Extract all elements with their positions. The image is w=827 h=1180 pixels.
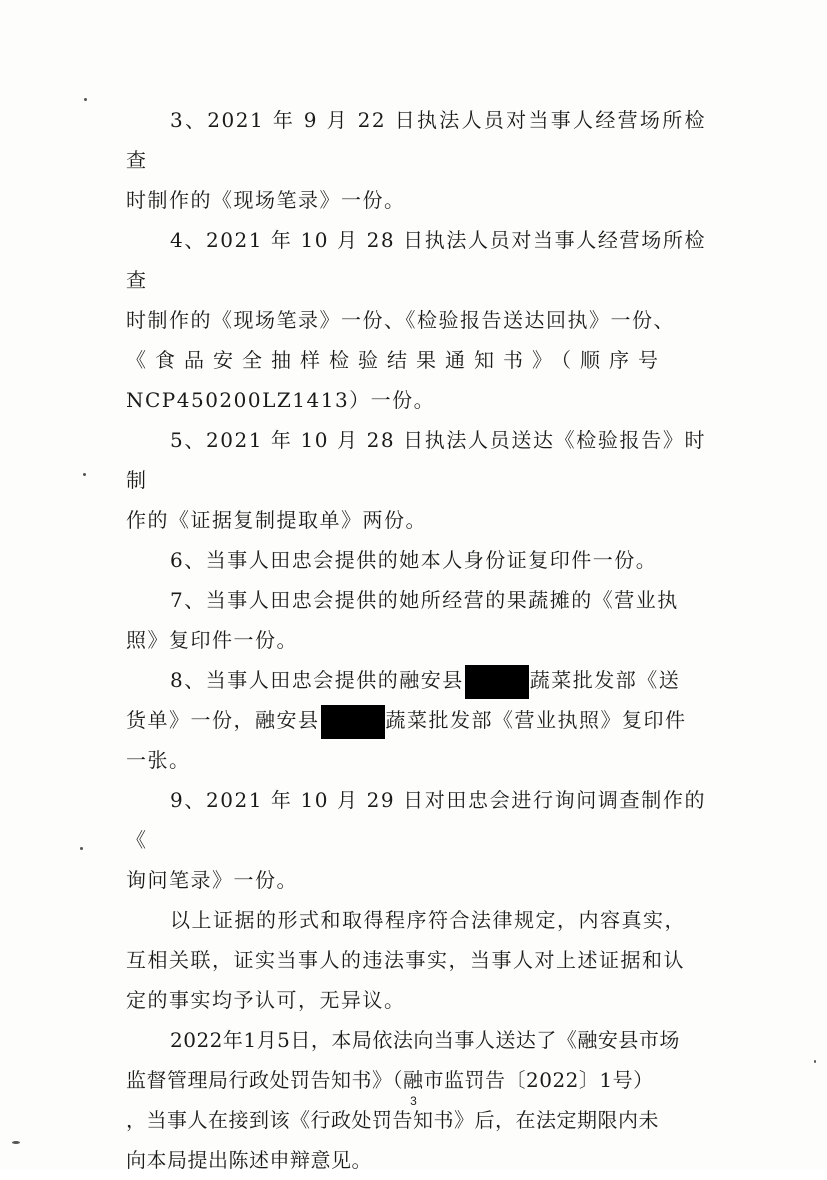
text-line: 时制作的《现场笔录》一份、《检验报告送达回执》一份、 [126, 308, 675, 332]
text-line: 6、当事人田忠会提供的她本人身份证复印件一份。 [170, 548, 658, 572]
text-line: 4、2021 年 10 月 28 日执法人员对当事人经营场所检查 [126, 228, 706, 292]
evidence-item-9 [126, 780, 706, 900]
evidence-item-5 [126, 420, 706, 540]
text-line: 向本局提出陈述申辩意见。 [126, 1148, 372, 1172]
evidence-list [126, 100, 706, 1180]
evidence-item-8 [126, 660, 706, 780]
scan-dot [84, 98, 87, 101]
text-line: 以上证据的形式和取得程序符合法律规定，内容真实， [170, 908, 686, 932]
text-line [126, 700, 706, 740]
text-line: 作的《证据复制提取单》两份。 [126, 508, 427, 532]
evidence-item-7 [126, 580, 706, 660]
text-line: NCP450200LZ1413）一份。 [126, 388, 436, 412]
text-segment: 8、当事人田忠会提供的融安县 [170, 668, 464, 692]
text-line: ，当事人在接到该《行政处罚告知书》后，在法定期限内未 [126, 1108, 659, 1132]
text-line: 时制作的《现场笔录》一份。 [126, 188, 406, 212]
page-number: 3 [410, 1094, 417, 1108]
text-line: 询问笔录》一份。 [126, 868, 298, 892]
text-segment: 货单》一份，融安县 [126, 708, 320, 732]
text-segment: 蔬菜批发部《送 [529, 668, 681, 692]
evidence-item-3 [126, 100, 706, 220]
text-line: 照》复印件一份。 [126, 628, 298, 652]
text-line: 一张。 [126, 748, 191, 772]
redaction-box [465, 665, 529, 699]
evidence-item-6 [126, 540, 706, 580]
text-segment: 蔬菜批发部《营业执照》复印件 [385, 708, 687, 732]
scan-dot [814, 1060, 816, 1063]
scan-dot [80, 847, 83, 850]
text-line: 5、2021 年 10 月 28 日执法人员送达《检验报告》时制 [126, 428, 706, 492]
evidence-conclusion [126, 900, 706, 1020]
text-line: 定的事实均予认可，无异议。 [126, 988, 406, 1012]
text-line: 监督管理局行政处罚告知书》（融市监罚告〔2022〕1号） [126, 1068, 654, 1092]
text-line [126, 660, 706, 700]
text-line: 9、2021 年 10 月 29 日对田忠会进行询问调查制作的《 [126, 788, 706, 852]
scan-dot [83, 473, 86, 476]
text-line: 7、当事人田忠会提供的她所经营的果蔬摊的《营业执 [170, 588, 679, 612]
redaction-box [321, 705, 385, 739]
text-line: 3、2021 年 9 月 22 日执法人员对当事人经营场所检查 [126, 108, 706, 172]
evidence-item-4 [126, 220, 706, 420]
scan-dot [12, 1141, 20, 1144]
text-line: 《食品安全抽样检验结果通知书》（顺序号 [126, 348, 667, 372]
text-line: 互相关联，证实当事人的违法事实，当事人对上述证据和认 [126, 948, 685, 972]
text-line: 2022年1月5日，本局依法向当事人送达了《融安县市场 [170, 1028, 680, 1052]
